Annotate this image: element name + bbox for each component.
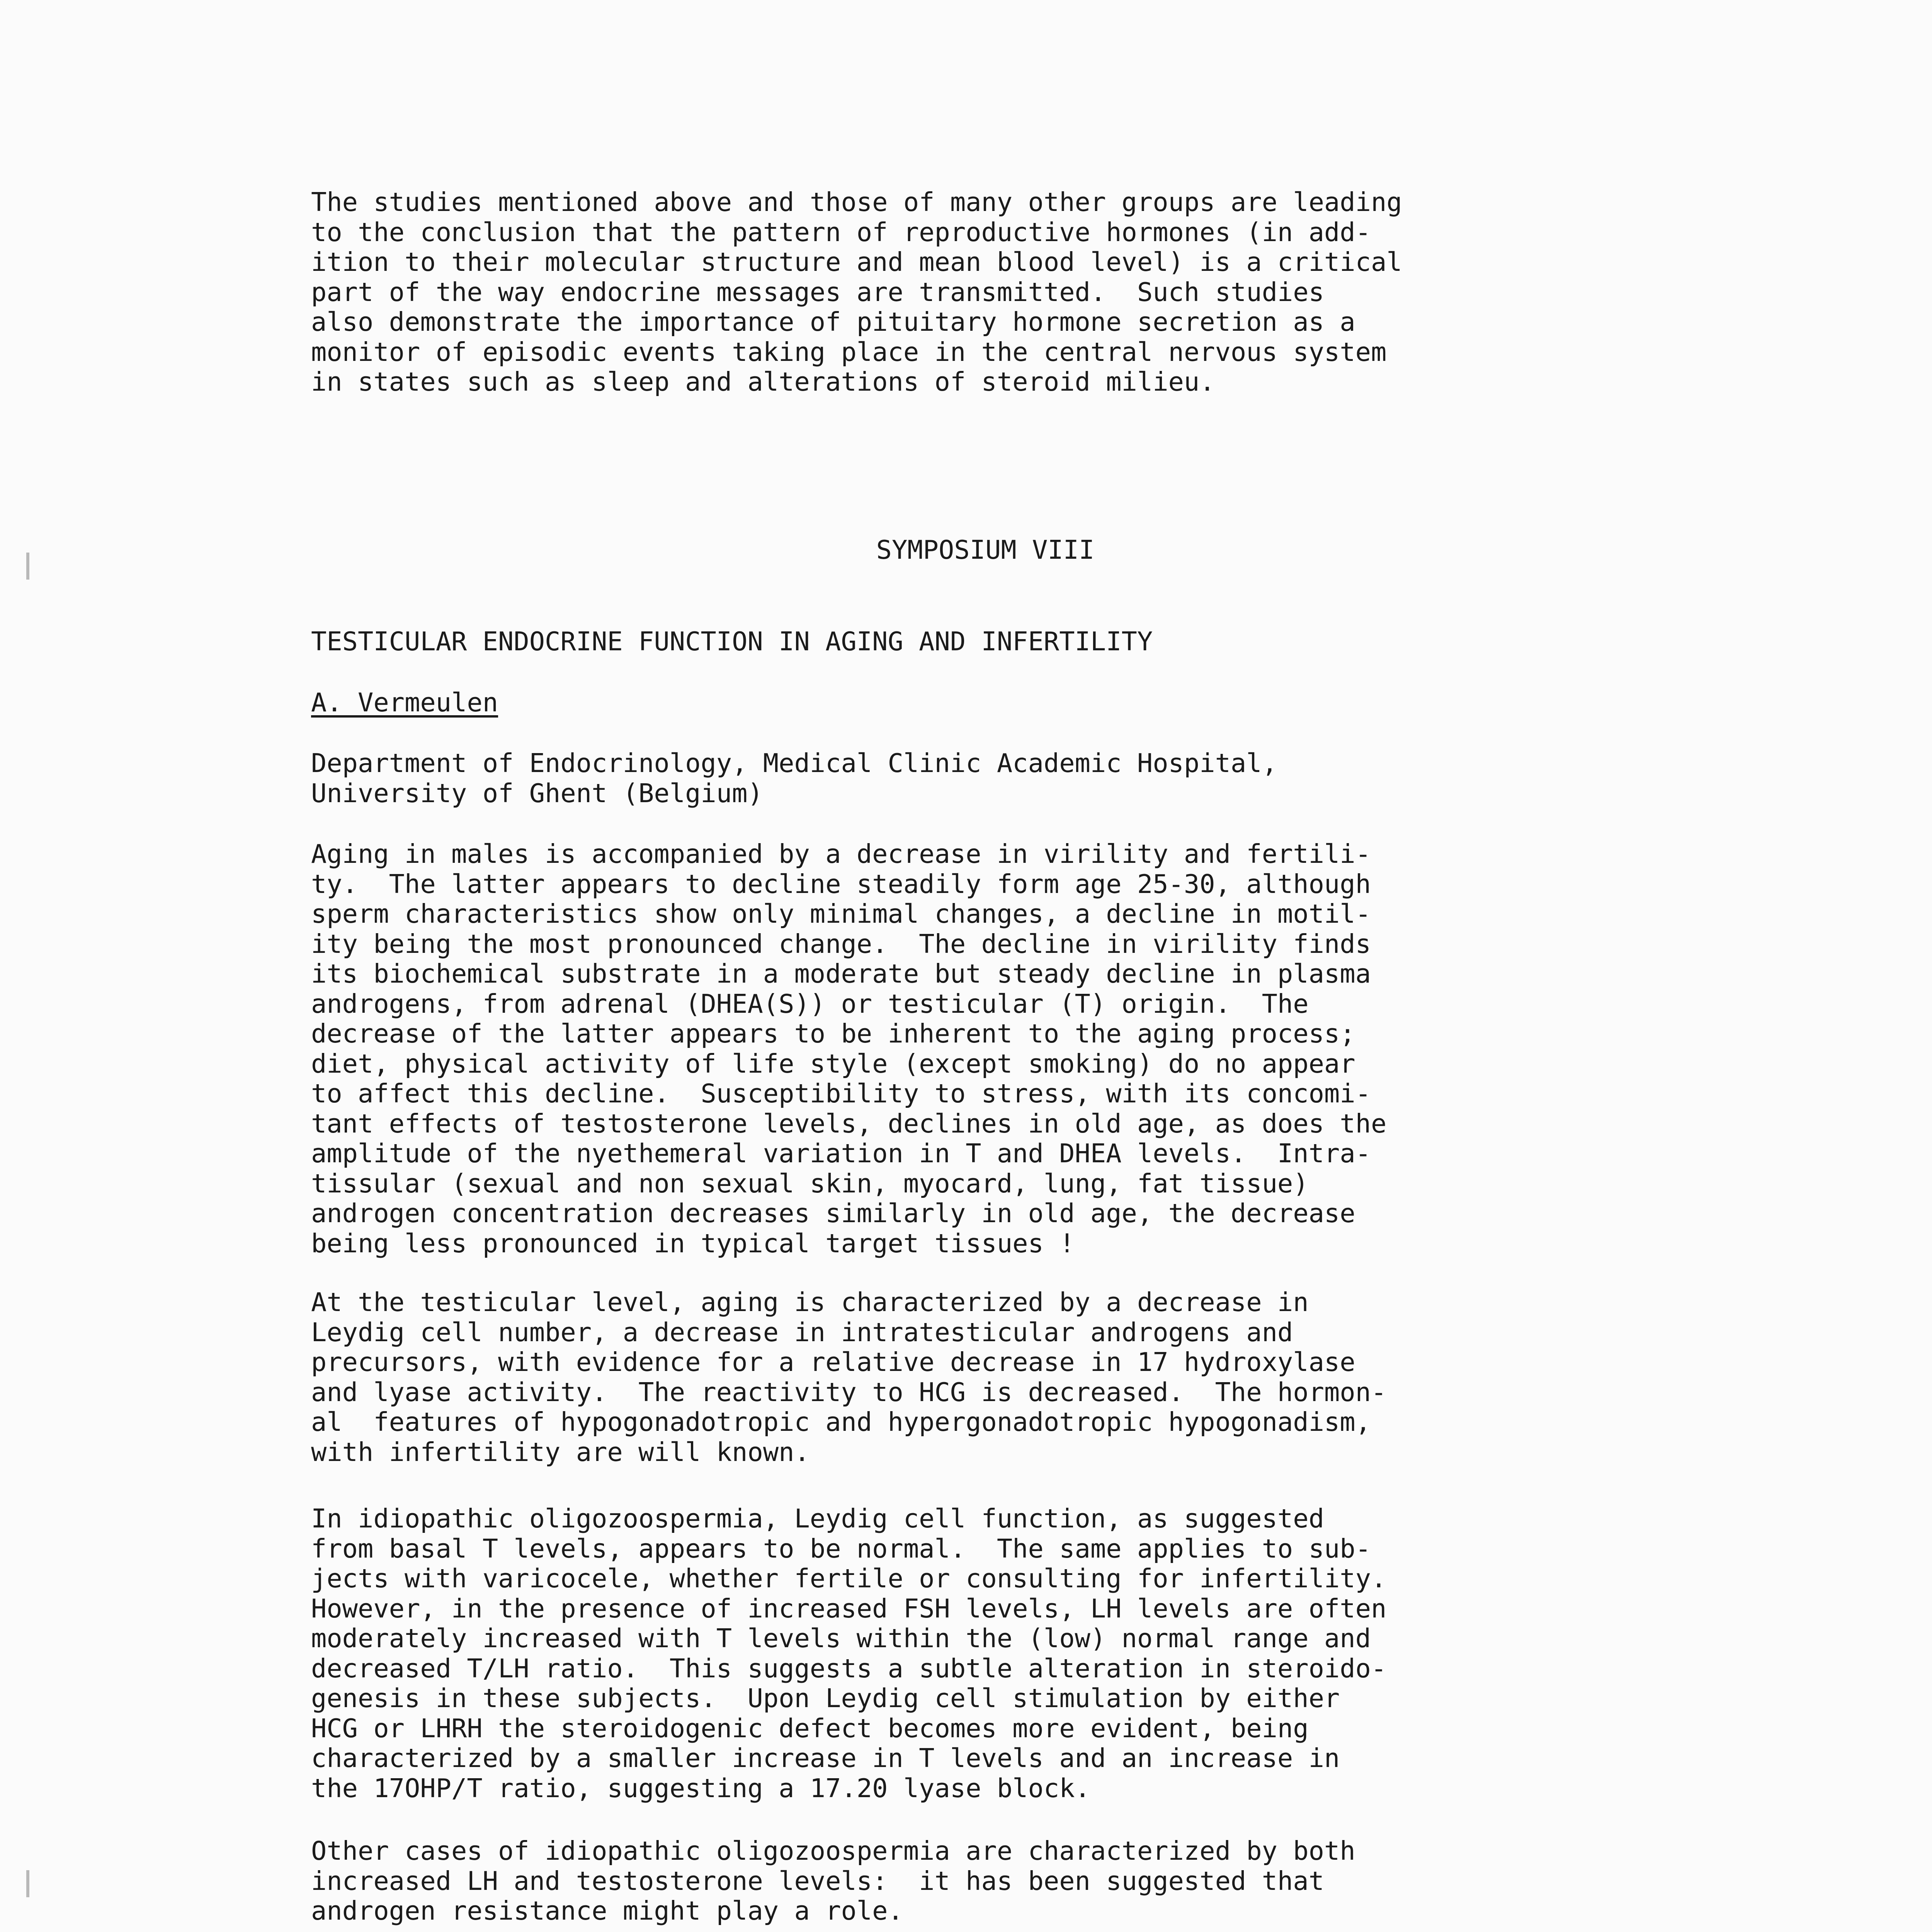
- body-paragraph: In idiopathic oligozoospermia, Leydig cell function, as suggested from basal T levels, appears to be normal. The same applies to sub- jects with varicocele, whether fertile or consulting for infertility. However, in the presence of increased FSH levels, LH levels are often moderately increased with T levels within the (low) normal range and decreased T/LH ratio. This suggests a subtle alteration in steroido- genesis in these subjects. Upon Leydig cell stimulation by either HCG or LHRH the steroidogenic defect becomes more evident, being characterized by a smaller increase in T levels and an increase in the 17OHP/T ratio, suggesting a 17.20 lyase block.: [311, 1503, 1387, 1803]
- body-paragraph: Other cases of idiopathic oligozoospermia are characterized by both increased LH and testosterone levels: it has been suggested that androgen resistance might play a role.: [311, 1836, 1355, 1926]
- article-title: TESTICULAR ENDOCRINE FUNCTION IN AGING AND INFERTILITY: [311, 626, 1153, 656]
- affiliation: Department of Endocrinology, Medical Clinic Academic Hospital, University of Ghent (Belgium): [311, 748, 1277, 808]
- author-name: A. Vermeulen: [311, 687, 498, 718]
- symposium-heading: SYMPOSIUM VIII: [876, 535, 1095, 565]
- intro-paragraph: The studies mentioned above and those of many other groups are leading to the conclusion that the pattern of reproductive hormones (in add- ition to their molecular structure and mean blood level) is a critical part of the way endocrine messages are transmitted. Such studies also demonstrate the importance of pituitary hormone secretion as a monitor of episodic events taking place in the central nervous system in states such as sleep and alterations of steroid milieu.: [311, 187, 1402, 397]
- body-paragraph: At the testicular level, aging is characterized by a decrease in Leydig cell number, a decrease in intratesticular androgens and precursors, with evidence for a relative decrease in 17 hydroxylase and lyase activity. The reactivity to HCG is decreased. The hormon- al features of hypogonadotropic and hypergonadotropic hypogonadism, with infertility are will known.: [311, 1287, 1387, 1467]
- body-paragraph: Aging in males is accompanied by a decrease in virility and fertili- ty. The latter appears to decline steadily form age 25-30, although sperm characteristics show only minimal changes, a decline in motil- ity being the most pronounced change. The decline in virility finds its biochemical substrate in a moderate but steady decline in plasma androgens, from adrenal (DHEA(S)) or testicular (T) origin. The decrease of the latter appears to be inherent to the aging process; diet, physical activity of life style (except smoking) do no appear to affect this decline. Susceptibility to stress, with its concomi- tant effects of testosterone levels, declines in old age, as does the amplitude of the nyethemeral variation in T and DHEA levels. Intra- tissular (sexual and non sexual skin, myocard, lung, fat tissue) androgen concentration decreases similarly in old age, the decrease being less pronounced in typical target tissues !: [311, 839, 1387, 1259]
- margin-mark: [26, 1870, 29, 1897]
